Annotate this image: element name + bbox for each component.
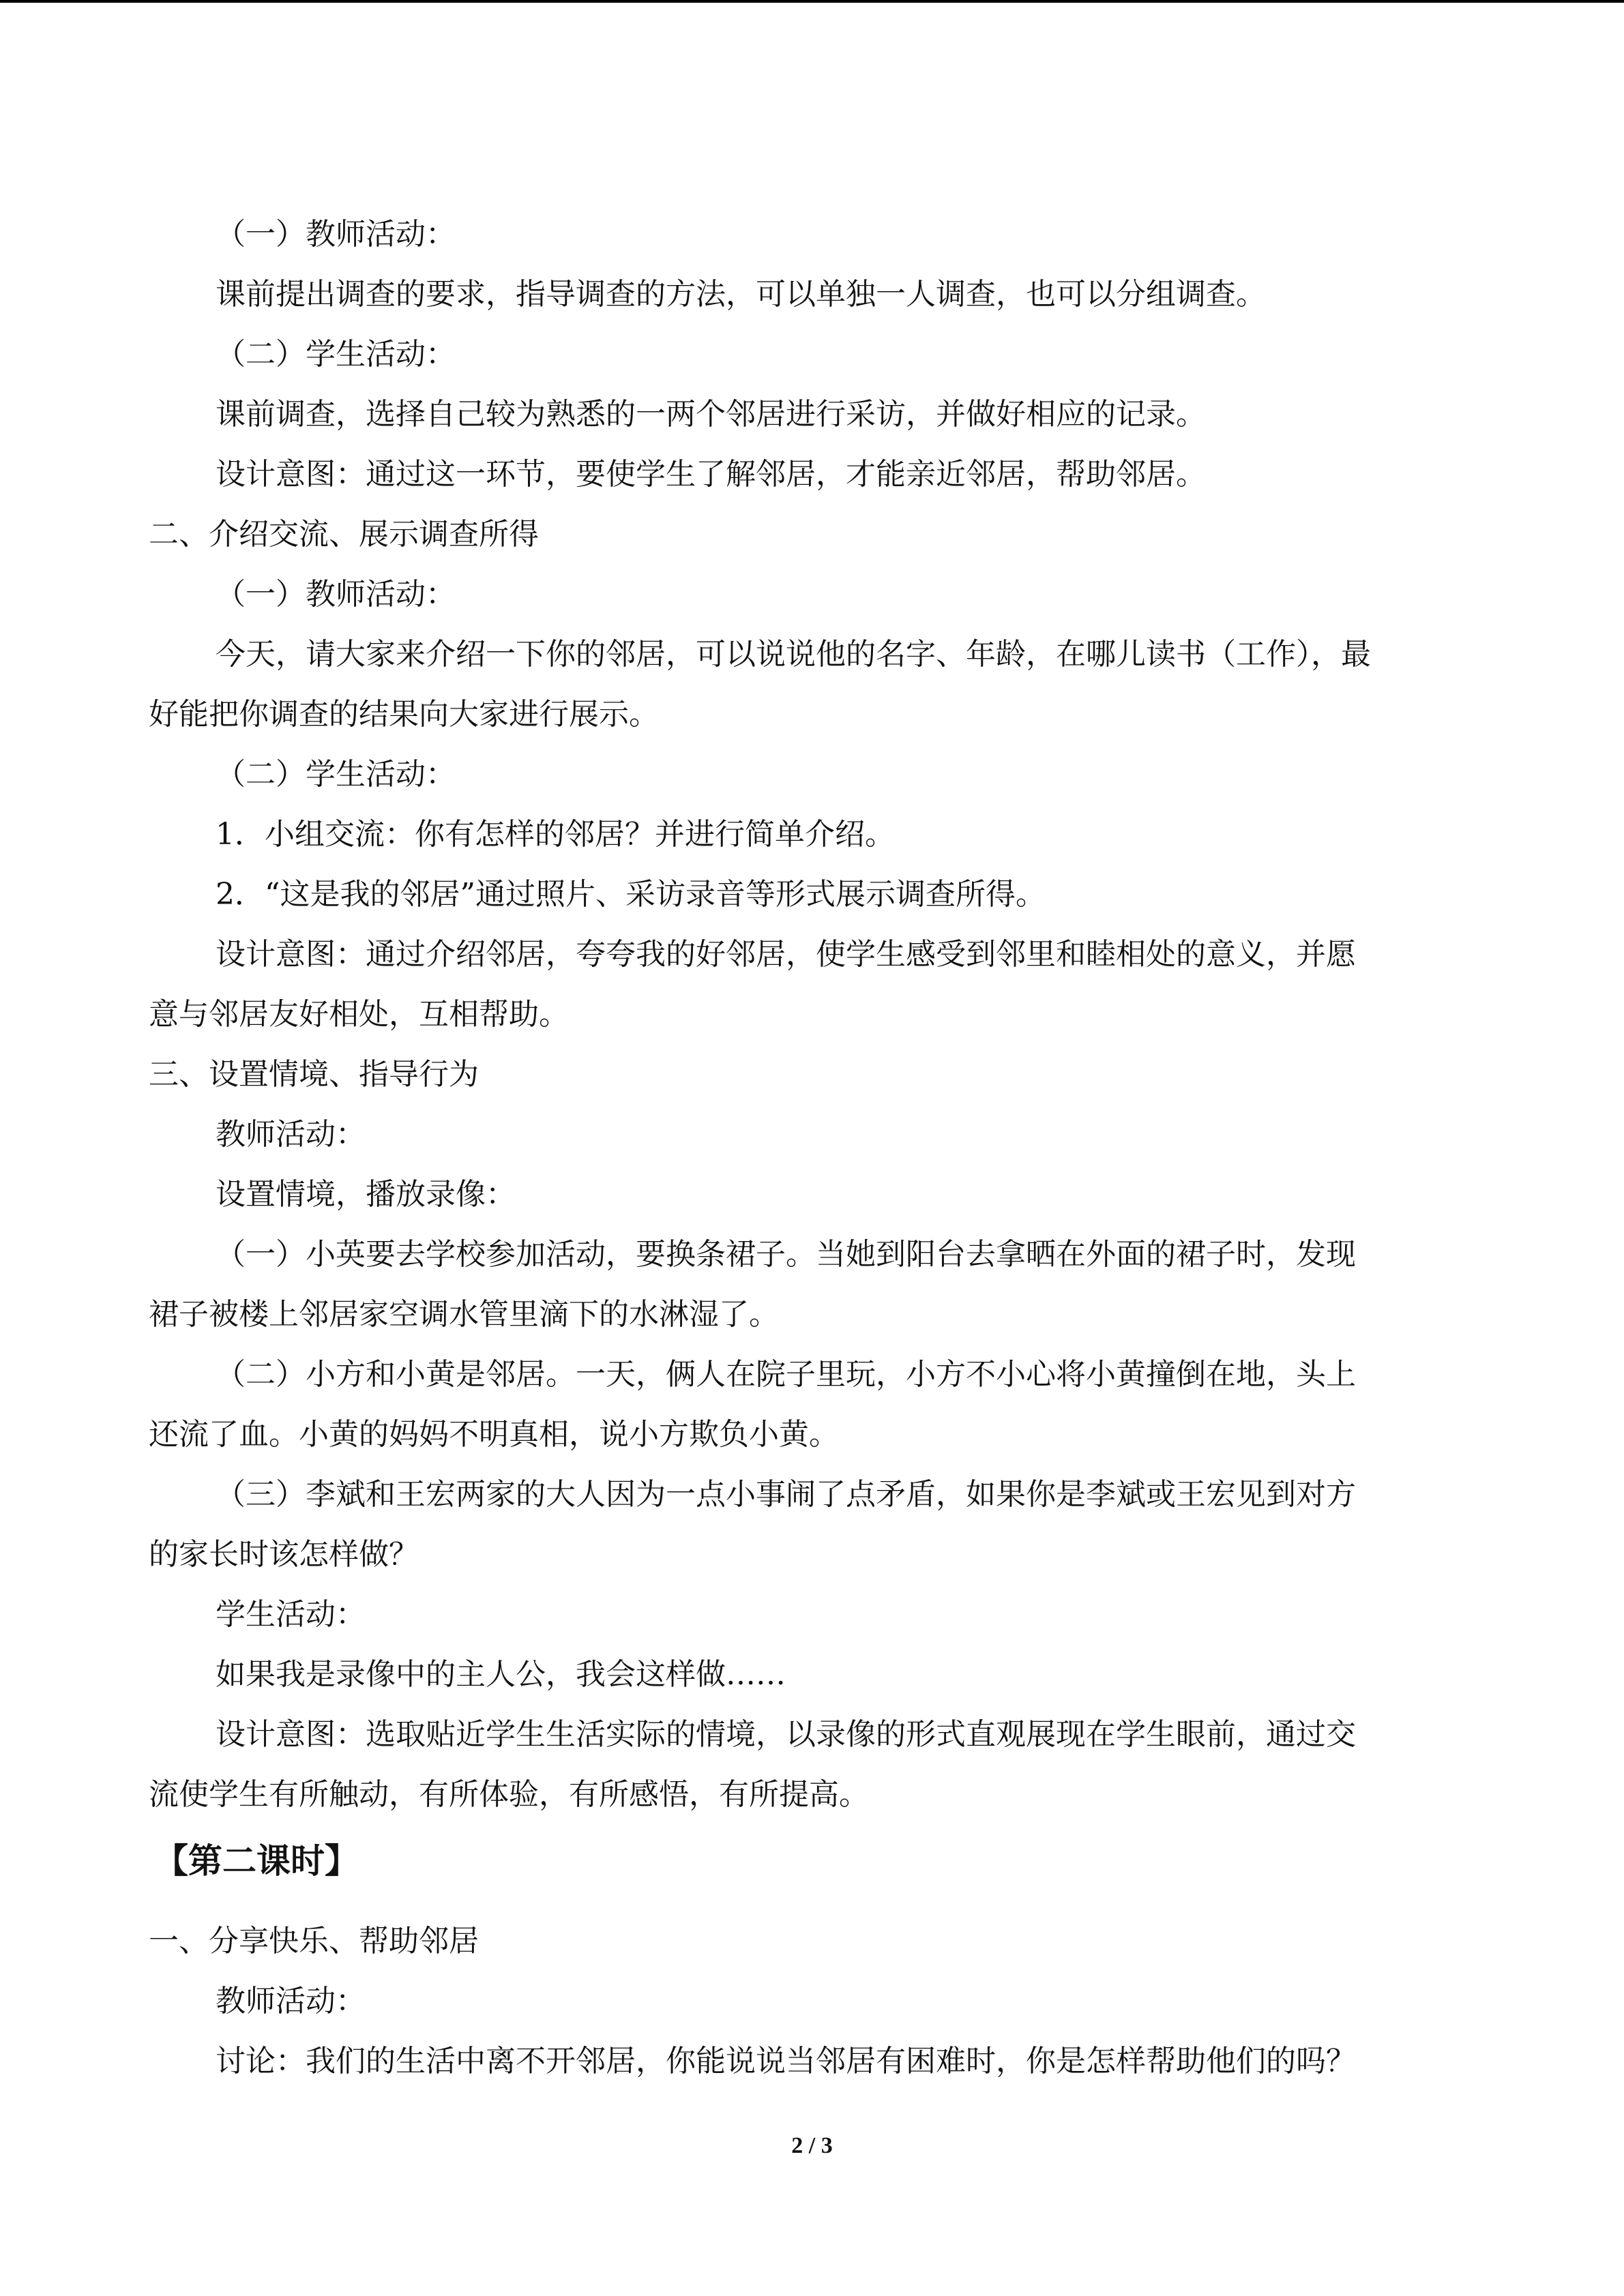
paragraph: 讨论：我们的生活中离不开邻居，你能说说当邻居有困难时，你是怎样帮助他们的吗？: [216, 2044, 1356, 2078]
top-border-line: [0, 0, 1624, 3]
paragraph-continuation: 裙子被楼上邻居家空调水管里滴下的水淋湿了。: [149, 1297, 779, 1332]
scenario-2: （二）小方和小黄是邻居。一天，俩人在院子里玩，小方不小心将小黄撞倒在地，头上: [216, 1357, 1356, 1392]
scenario-3: （三）李斌和王宏两家的大人因为一点小事闹了点矛盾，如果你是李斌或王宏见到对方: [216, 1477, 1356, 1512]
list-item: 1．小组交流：你有怎样的邻居？并进行简单介绍。: [216, 817, 895, 852]
paragraph-continuation: 意与邻居友好相处，互相帮助。: [149, 997, 569, 1032]
subheading-teacher-activity-4: 教师活动：: [216, 1984, 366, 2018]
list-item: 2．“这是我的邻居”通过照片、采访录音等形式展示调查所得。: [216, 877, 1046, 912]
paragraph-continuation: 好能把你调查的结果向大家进行展示。: [149, 697, 659, 732]
scenario-1: （一）小英要去学校参加活动，要换条裙子。当她到阳台去拿晒在外面的裙子时，发现: [216, 1237, 1356, 1272]
design-intent: 设计意图：通过这一环节，要使学生了解邻居，才能亲近邻居，帮助邻居。: [216, 457, 1206, 492]
paragraph: 课前提出调查的要求，指导调查的方法，可以单独一人调查，也可以分组调查。: [216, 277, 1266, 312]
paragraph: 今天，请大家来介绍一下你的邻居，可以说说他的名字、年龄，在哪儿读书（工作），最: [216, 637, 1371, 672]
subheading-teacher-activity-1: （一）教师活动：: [216, 217, 456, 252]
paragraph-continuation: 的家长时该怎样做？: [149, 1537, 419, 1572]
section-heading-3: 三、设置情境、指导行为: [149, 1057, 479, 1092]
subheading-teacher-activity-2: （一）教师活动：: [216, 577, 456, 612]
paragraph: 课前调查，选择自己较为熟悉的一两个邻居进行采访，并做好相应的记录。: [216, 397, 1206, 432]
subheading-student-activity-2: （二）学生活动：: [216, 757, 456, 792]
design-intent: 设计意图：通过介绍邻居，夸夸我的好邻居，使学生感受到邻里和睦相处的意义，并愿: [216, 937, 1356, 972]
lesson-heading: 【第二课时】: [154, 1840, 359, 1881]
paragraph: 设置情境，播放录像：: [216, 1177, 516, 1212]
paragraph-continuation: 流使学生有所触动，有所体验，有所感悟，有所提高。: [149, 1777, 869, 1812]
paragraph-continuation: 还流了血。小黄的妈妈不明真相，说小方欺负小黄。: [149, 1417, 839, 1452]
section-heading-1: 一、分享快乐、帮助邻居: [149, 1924, 479, 1958]
subheading-teacher-activity-3: 教师活动：: [216, 1117, 366, 1152]
page-number: 2 / 3: [791, 2133, 833, 2158]
paragraph: 如果我是录像中的主人公，我会这样做……: [216, 1657, 786, 1692]
section-heading-2: 二、介绍交流、展示调查所得: [149, 517, 539, 552]
design-intent: 设计意图：选取贴近学生生活实际的情境，以录像的形式直观展现在学生眼前，通过交: [216, 1717, 1356, 1752]
subheading-student-activity-3: 学生活动：: [216, 1597, 366, 1632]
subheading-student-activity-1: （二）学生活动：: [216, 337, 456, 372]
